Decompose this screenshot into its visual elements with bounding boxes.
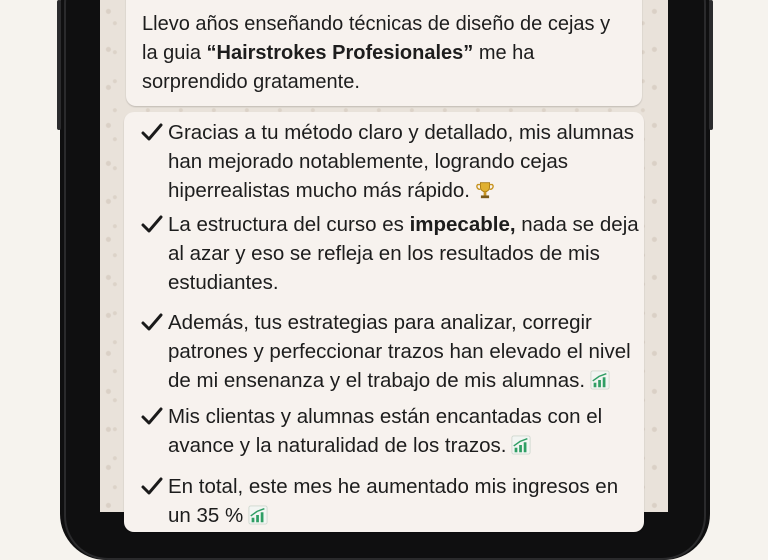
chart-up-icon [247,505,269,525]
list-item-text: de mi ensenanza y el trabajo de mis alumnas. [168,369,586,392]
list-item-line: estudiantes. [168,271,279,294]
checkmark-icon [140,474,164,498]
message-line: sorprendido gratamente. [142,71,360,93]
checkmark-icon [140,212,164,236]
list-item-line: Además, tus estrategias para analizar, corregir [168,311,592,334]
list-item-text: nada se deja [515,213,639,236]
list-item-text: La estructura del curso es [168,213,410,236]
chart-up-icon [589,370,611,390]
list-item [140,472,634,530]
list-item-line: En total, este mes he aumentado mis ingresos en [168,475,619,498]
message-text [142,10,632,97]
message-bubble[interactable] [124,112,644,532]
message-line [142,39,632,68]
list-item [140,210,639,297]
list-item-emphasis: impecable, [409,213,516,236]
message-text-segment: me ha [473,42,535,64]
list-item-text: un 35 % [168,504,244,527]
phone-side-button-right [709,0,713,130]
list-item-line [168,210,639,239]
checkmark-icon [140,120,164,144]
list-item-text: avance y la naturalidad de los trazos. [168,434,507,457]
trophy-icon [474,180,496,200]
list-item-line: han mejorado notablemente, logrando cejas [168,150,569,173]
list-item-line: Mis clientas y alumnas están encantadas con el [168,405,603,428]
list-item-line [168,366,634,395]
checkmark-icon [140,404,164,428]
message-text-segment: la guia [142,42,207,64]
chat-screen[interactable] [100,0,668,527]
list-item [140,118,634,205]
list-item-line [168,431,634,460]
list-item-line [168,501,634,530]
guide-title: “Hairstrokes Profesionales” [206,42,474,64]
chart-up-icon [510,435,532,455]
list-item-text: hiperrealistas mucho más rápido. [168,179,470,202]
list-item-line: patrones y perfeccionar trazos han elevado el nivel [168,340,631,363]
list-item-line [168,176,634,205]
list-item [140,308,634,395]
list-item [140,402,634,460]
message-line: Llevo años enseñando técnicas de diseño de cejas y [142,13,611,35]
checkmark-icon [140,310,164,334]
list-item-line: al azar y eso se refleja en los resultados de mis [168,242,600,265]
message-bubble[interactable] [126,0,642,106]
phone-side-button-left [57,0,61,130]
list-item-line: Gracias a tu método claro y detallado, mis alumnas [168,121,635,144]
